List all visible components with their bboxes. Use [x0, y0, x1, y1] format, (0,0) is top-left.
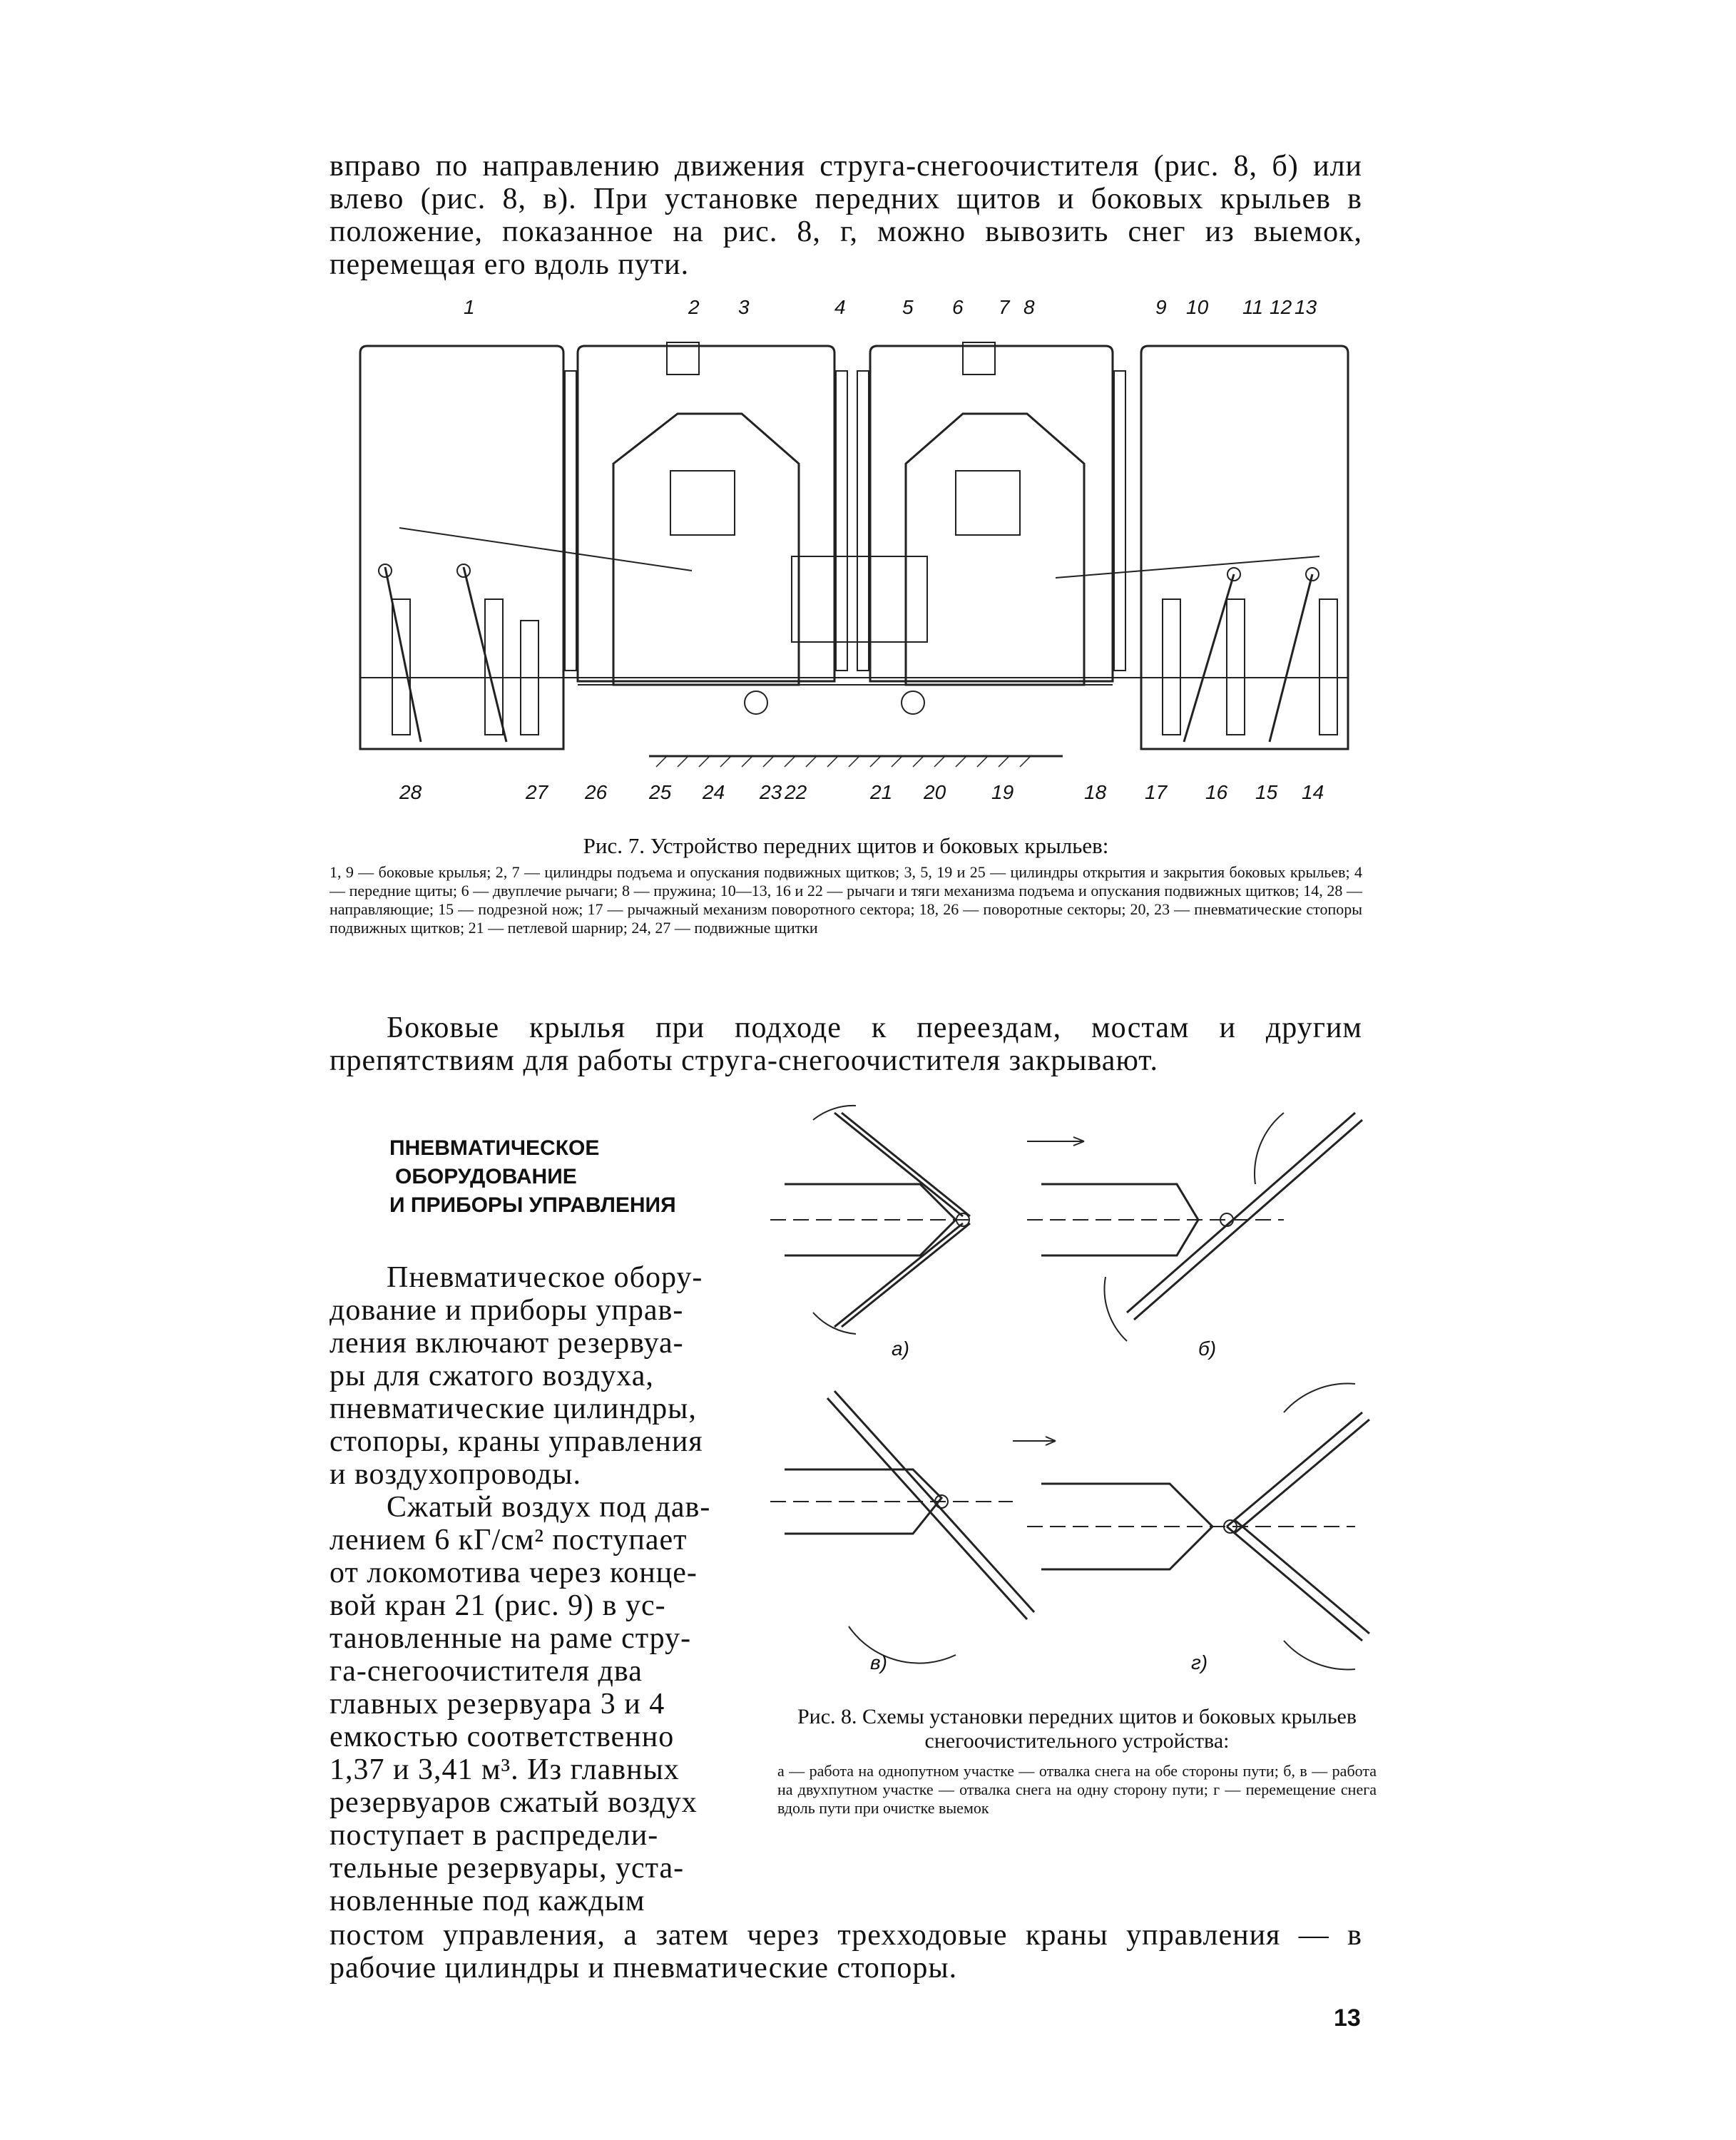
- heading-line: ПНЕВМАТИЧЕСКОЕ: [389, 1136, 600, 1160]
- final-paragraph: постом управления, а затем через трехходовые краны управления — в рабочие цилиндры и пневматические стопоры.: [330, 1919, 1362, 1984]
- wings-paragraph: Боковые крылья при подходе к переездам, мостам и другим препятствиям для работы струга-снегоочистителя закрывают.: [330, 1012, 1362, 1077]
- col-line: ления включают резервуа-: [330, 1327, 684, 1360]
- col-line: ры для сжатого воздуха,: [330, 1360, 654, 1392]
- fig7-label-bottom: 17: [1145, 781, 1168, 803]
- col-line: вой кран 21 (рис. 9) в ус-: [330, 1589, 666, 1622]
- col-line: новленные под каждым: [330, 1885, 645, 1917]
- fig7-label-bottom: 26: [585, 781, 608, 803]
- heading-line: И ПРИБОРЫ УПРАВЛЕНИЯ: [389, 1193, 676, 1217]
- fig8-scheme-a: [770, 1106, 970, 1360]
- fig7-label-top: 2: [688, 296, 700, 318]
- fig7-caption: Рис. 7. Устройство передних щитов и боковых крыльев:: [583, 833, 1109, 858]
- page-number: 13: [1334, 2004, 1361, 2032]
- col-line: емкостью соответственно: [330, 1721, 675, 1753]
- fig7-label-bottom: 24: [703, 781, 725, 803]
- fig7-label-bottom: 22: [785, 781, 807, 803]
- fig7-label-bottom: 19: [991, 781, 1014, 803]
- col-line: дование и приборы управ-: [330, 1294, 684, 1327]
- col-line: лением 6 кГ/см² поступает: [330, 1524, 688, 1556]
- col-line: пневматические цилиндры,: [330, 1392, 697, 1425]
- col-line: от локомотива через конце-: [330, 1556, 698, 1589]
- col-line: стопоры, краны управления: [330, 1425, 703, 1458]
- col-line: главных резервуара 3 и 4: [330, 1688, 665, 1721]
- fig8-label-b: б): [1198, 1338, 1217, 1360]
- fig7-label-top: 6: [952, 296, 964, 318]
- fig8-caption: Рис. 8. Схемы установки передних щитов и боковых крыльев снегоочистительного устройства:: [797, 1705, 1357, 1753]
- section-heading: [389, 1134, 760, 1220]
- fig7-legend: 1, 9 — боковые крылья; 2, 7 — цилиндры подъема и опускания подвижных щитков; 3, 5, 19 и 25 — цилиндры открытия и закрытия боковых крыльев; 4 — передние щиты; 6 — двуплечие рычаги; 8 — пружина; 10—13, 16 и 22 — рычаги и тяги механизма подъема и опускания подвижных щитков; 14, 28 — направляющие; 15 — подрезной нож; 17 — рычажный механизм поворотного сектора; 18, 26 — поворотные секторы; 20, 23 — пневматические стопоры подвижных щитков; 21 — петлевой шарнир; 24, 27 — подвижные щитки: [330, 863, 1362, 937]
- fig7-label-top: 1: [464, 296, 475, 318]
- col-line: резервуаров сжатый воздух: [330, 1786, 698, 1819]
- fig7-label-bottom: 28: [399, 781, 422, 803]
- fig8-scheme-c: [770, 1391, 1056, 1673]
- fig7-label-top: 3: [738, 296, 750, 318]
- fig7-label-top: 5: [902, 296, 914, 318]
- fig7-label-bottom: 16: [1205, 781, 1228, 803]
- fig7-label-top: 12: [1270, 296, 1292, 318]
- fig8-label-c: в): [870, 1651, 887, 1673]
- fig7-label-top: 11: [1242, 296, 1264, 318]
- fig8-label-d: г): [1191, 1651, 1208, 1673]
- intro-paragraph: вправо по направлению движения струга-снегоочистителя (рис. 8, б) или влево (рис. 8, в). При установке передних щитов и боковых крыльев в положение, показанное на рис. 8, г, можно вывозить снег из выемок, перемещая его вдоль пути.: [330, 150, 1362, 281]
- fig8-scheme-b: [1027, 1113, 1362, 1360]
- heading-line: ОБОРУДОВАНИЕ: [395, 1165, 577, 1188]
- fig7-label-bottom: 23: [760, 781, 782, 803]
- fig7-label-top: 8: [1023, 296, 1035, 318]
- fig7-label-bottom: 21: [870, 781, 893, 803]
- figure-8-drawing: [770, 1099, 1384, 1691]
- fig8-label-a: а): [892, 1338, 909, 1360]
- fig8-legend: а — работа на однопутном участке — отвалка снега на обе стороны пути; б, в — работа на двухпутном участке — отвалка снега на одну сторону пути; г — перемещение снега вдоль пути при очистке выемок: [777, 1762, 1377, 1817]
- fig7-label-bottom: 27: [526, 781, 548, 803]
- col-line: 1,37 и 3,41 м³. Из главных: [330, 1753, 680, 1786]
- fig7-label-bottom: 25: [649, 781, 672, 803]
- column-text: [330, 1261, 736, 1917]
- fig7-label-top: 10: [1186, 296, 1209, 318]
- fig8-scheme-d: [1027, 1384, 1369, 1673]
- fig7-label-top: 9: [1155, 296, 1167, 318]
- col-line: га-снегоочистителя два: [330, 1655, 643, 1688]
- fig7-label-bottom: 18: [1084, 781, 1107, 803]
- col-line: тельные резервуары, уста-: [330, 1852, 685, 1885]
- col-line: Пневматическое обору-: [387, 1261, 703, 1294]
- figure-7-drawing: [342, 285, 1369, 827]
- fig7-label-top: 13: [1295, 296, 1317, 318]
- fig7-label-top: 7: [999, 296, 1010, 318]
- col-line: и воздухопроводы.: [330, 1458, 582, 1491]
- fig7-label-bottom: 14: [1302, 781, 1324, 803]
- col-line: тановленные на раме стру-: [330, 1622, 692, 1655]
- col-line: Сжатый воздух под дав-: [387, 1491, 711, 1524]
- fig7-label-top: 4: [834, 296, 846, 318]
- fig7-label-bottom: 20: [924, 781, 946, 803]
- fig7-label-bottom: 15: [1255, 781, 1278, 803]
- col-line: поступает в распредели-: [330, 1819, 659, 1852]
